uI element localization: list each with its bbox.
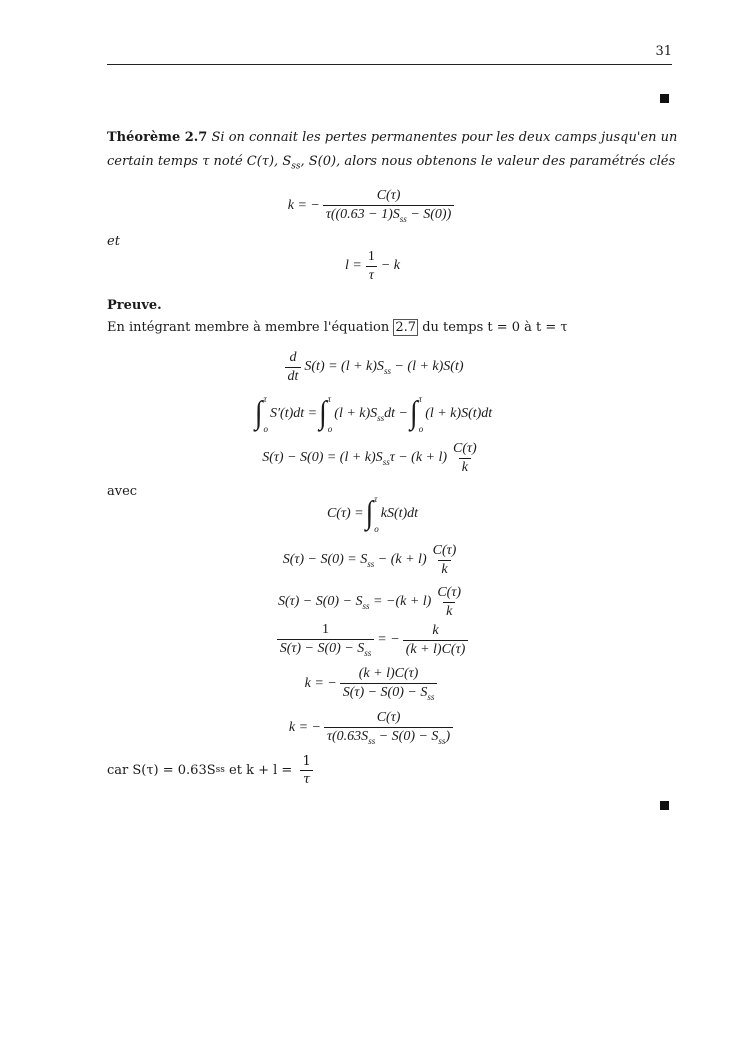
proof-intro: En intégrant membre à membre l'équation 2.7 du temps t = 0 à t = τ (107, 320, 568, 335)
equation-ode: $\frac{d}{dt}$ $S(t) = (l + k)S_{ss} - (l + k)S(t)$ (0, 348, 745, 386)
theorem-line-2: certain temps τ noté C(τ), $S_{ss}$, S(0), alors nous obtenons le valeur des paramétrés clés (107, 154, 676, 172)
equation-step-5: k = − $\frac{C(\tau)}{\tau(0.63S_{ss} - S(0) - S_{ss})}$ (0, 708, 745, 748)
equation-k: k = − $\frac{C(\tau)}{\tau((0.63 - 1)S_{ss} - S(0))}$ (0, 186, 745, 226)
equation-integral: ∫ τ o S′(t)dt = ∫ τ o $(l + k)S_{ss}dt$ − ∫ τ o (l + k)S(t)dt (254, 394, 493, 434)
equation-c-def: C(τ) = ∫ τ o kS(t)dt (326, 494, 419, 534)
proof-title: Preuve. (107, 298, 162, 313)
qed-square-top (660, 94, 669, 103)
theorem-text-1: Si on connait les pertes permanentes pour les deux camps jusqu'en un (211, 130, 678, 145)
proof-conclusion: car S(τ) = 0.63S ss et k + l = $\frac{1}{\tau}$ (107, 752, 317, 788)
equation-step-1: $S(\tau) - S(0) = S_{ss} - (k + l)$ $\frac{C(\tau)}{k}$ (282, 542, 457, 577)
page-number: 31 (655, 44, 672, 59)
theorem-label: Théorème 2.7 (107, 130, 208, 145)
equation-l: l = $\frac{1}{\tau}$ − k (344, 248, 400, 283)
equation-step-2: $S(\tau) - S(0) - S_{ss} = -(k + l)$ $\frac{C(\tau)}{k}$ (277, 584, 462, 619)
qed-square-bottom (660, 801, 669, 810)
equation-step-3: $\frac{1}{S(\tau) - S(0) - S_{ss}}$ = − $\frac{k}{(k + l)C(\tau)}$ (0, 620, 745, 660)
proof-avec: avec (107, 484, 138, 499)
theorem-et: et (107, 234, 120, 249)
equation-integrated: $S(\tau) - S(0) = (l + k)S_{ss}\tau - (k + l)$ $\frac{C(\tau)}{k}$ (262, 440, 477, 475)
header-rule (107, 64, 672, 65)
equation-step-4: k = − $\frac{(k + l)C(\tau)}{S(\tau) - S(0) - S_{ss}}$ (0, 664, 745, 704)
theorem-line-1 (107, 130, 677, 145)
equation-ref-link[interactable]: 2.7 (395, 320, 417, 335)
